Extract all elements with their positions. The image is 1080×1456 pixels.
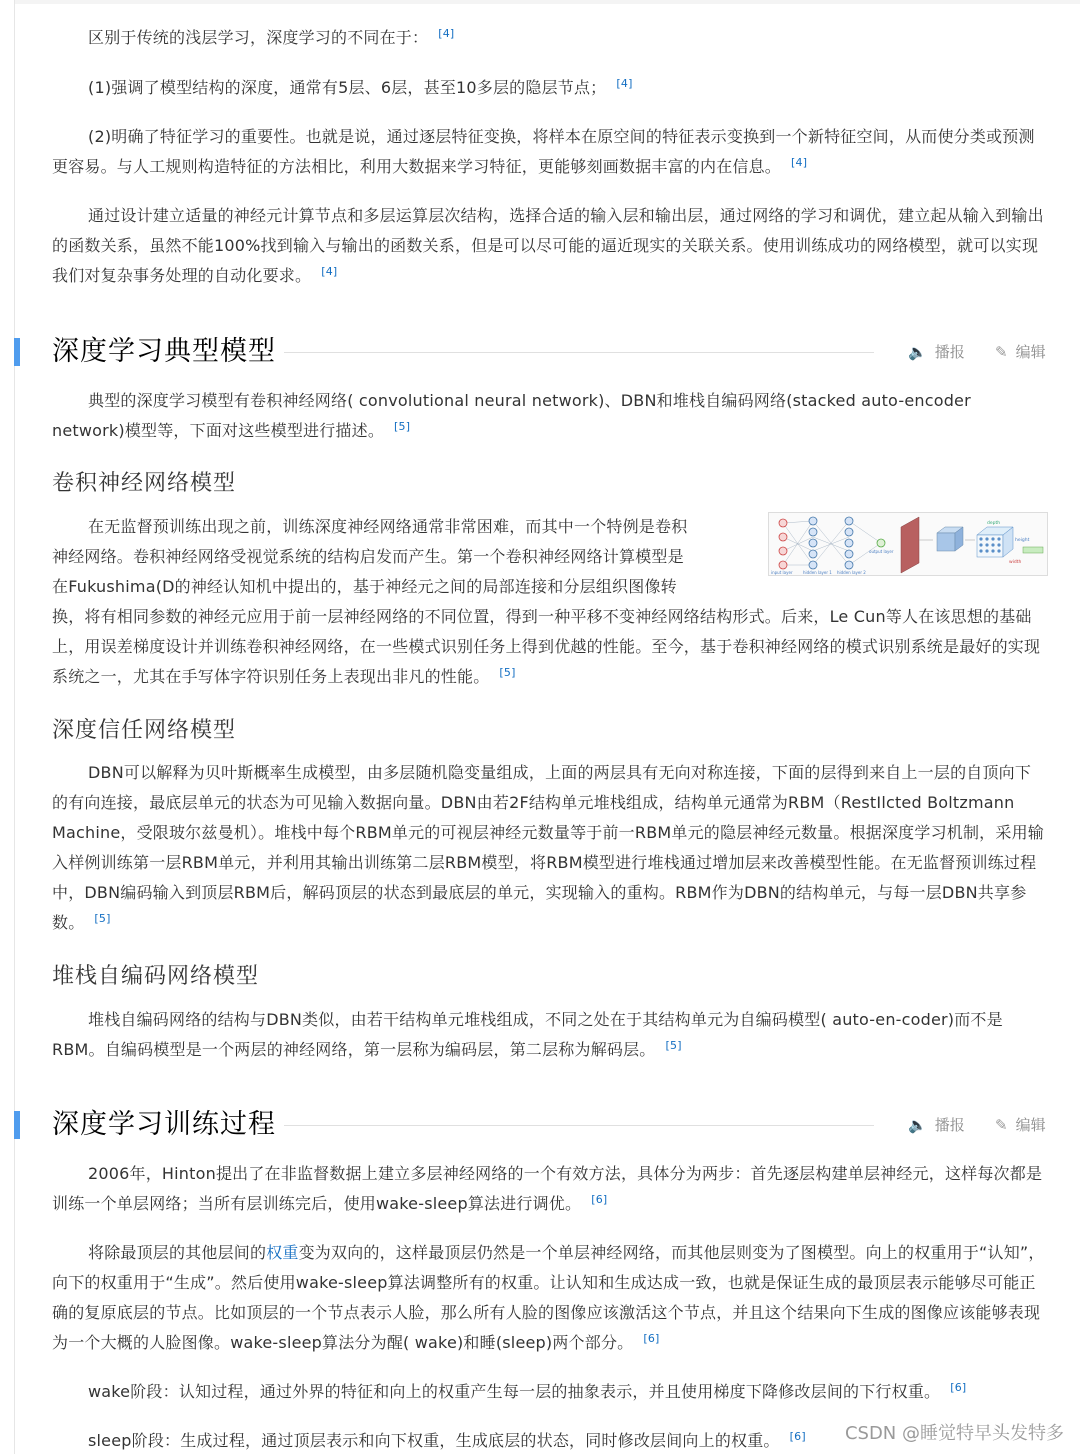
network-connections xyxy=(783,521,881,565)
models-intro-paragraph: 典型的深度学习模型有卷积神经网络( convolutional neural network)、DBN和堆栈自编码网络(stacked auto-encoder network)模型等，下面对这些模型进行描述。 [5] xyxy=(52,391,971,440)
label-depth: depth xyxy=(987,521,1001,526)
label-output-layer: output layer xyxy=(869,549,894,554)
citation-link[interactable]: [5] xyxy=(665,1039,682,1052)
label-input-layer: input layer xyxy=(771,570,793,575)
citation-link[interactable]: [5] xyxy=(499,666,516,679)
label-height: height xyxy=(1015,538,1030,543)
training-paragraph-sleep: sleep阶段：生成过程，通过顶层表示和向下权重，生成底层的状态，同时修改层间向上的权重。 [6] xyxy=(88,1430,806,1450)
training-paragraph-wake: wake阶段：认知过程，通过外界的特征和向上的权重产生每一层的抽象表示，并且使用梯度下降修改层间的下行权重。 [6] xyxy=(88,1381,967,1401)
weight-keyword-link[interactable]: 权重 xyxy=(266,1243,299,1262)
intro-paragraph-2: (1)强调了模型结构的深度，通常有5层、6层，甚至10多层的隐层节点； [4] xyxy=(88,77,633,97)
cnn-paragraph-line-1: 在无监督预训练出现之前，训练深度神经网络通常非常困难，而其中一个特例是卷积 xyxy=(88,517,688,536)
section-marker xyxy=(14,338,20,366)
citation-link[interactable]: [4] xyxy=(791,156,808,169)
edit-button[interactable]: ✎ 编辑 xyxy=(995,1116,1046,1134)
broadcast-button[interactable]: 🔈 播报 xyxy=(908,343,965,361)
intro-paragraph-3: (2)明确了特征学习的重要性。也就是说，通过逐层特征变换，将样本在原空间的特征表示变换到一个新特征空间，从而使分类或预测更容易。与人工规则构造特征的方法相比，利用大数据来学习特征，更能够刻画数据丰富的内在信息。 [4] xyxy=(52,127,1035,176)
cnn-diagram xyxy=(769,513,1047,575)
subsection-title-dbn: 深度信任网络模型 xyxy=(52,718,237,743)
section-header-models xyxy=(52,332,1046,372)
divider xyxy=(284,1125,874,1126)
cube-front xyxy=(937,533,955,551)
pencil-icon: ✎ xyxy=(995,1116,1008,1134)
cnn-figure-thumbnail[interactable] xyxy=(768,512,1048,576)
speaker-icon: 🔈 xyxy=(908,343,927,361)
training-paragraph-2: 将除最顶层的其他层间的权重变为双向的，这样最顶层仍然是一个单层神经网络，而其他层则变为了图模型。向上的权重用于“认知”，向下的权重用于“生成”。然后使用wake-sleep算法调整所有的权重。让认知和生成达成一致，也就是保证生成的最顶层表示能够尽可能正确的复原底层的节点。比如顶层的一个节点表示人脸，那么所有人脸的图像应该激活这个节点，并且这个结果向下生成的图像应该能够表现为一个大概的人脸图像。wake-sleep算法分为醒( wake)和睡(sleep)两个部分。 [6] xyxy=(52,1243,1045,1352)
cnn-paragraph-rest: 换，将有相同参数的神经元应用于前一层神经网络的不同位置，得到一种平移不变神经网络结构形式。后来，Le Cun等人在该思想的基础上，用误差梯度设计并训练卷积神经网络，在一些模式识别任务上得到优越的性能。至今，基于卷积神经网络的模式识别系统是最好的实现系统之一，尤其在手写体字符识别任务上表现出非凡的性能。 [5] xyxy=(52,607,1041,686)
citation-link[interactable]: [4] xyxy=(438,27,455,40)
speaker-icon: 🔈 xyxy=(908,1116,927,1134)
intro-paragraph-4: 通过设计建立适量的神经元计算节点和多层运算层次结构，选择合适的输入层和输出层，通过网络的学习和调优，建立起从输入到输出的函数关系，虽然不能100%找到输入与输出的函数关系，但是可以尽可能的逼近现实的关联关系。使用训练成功的网络模型，就可以实现我们对复杂事务处理的自动化要求。 [4] xyxy=(52,206,1044,285)
intro-paragraph-1: 区别于传统的浅层学习，深度学习的不同在于： [4] xyxy=(88,27,455,47)
subsection-title-sae: 堆栈自编码网络模型 xyxy=(52,964,260,989)
broadcast-button[interactable]: 🔈 播报 xyxy=(908,1116,965,1134)
label-width: width xyxy=(1009,560,1022,565)
divider xyxy=(284,352,874,353)
citation-link[interactable]: [4] xyxy=(616,77,633,90)
feature-volume xyxy=(977,527,1013,557)
input-layer-nodes xyxy=(779,519,787,569)
hidden-layer-2-nodes xyxy=(845,517,853,569)
left-rail xyxy=(0,0,15,1454)
citation-link[interactable]: [6] xyxy=(643,1332,660,1345)
cnn-paragraph-line-2: 神经网络。卷积神经网络受视觉系统的结构启发而产生。第一个卷积神经网络计算模型是 xyxy=(52,547,684,566)
citation-link[interactable]: [5] xyxy=(394,420,411,433)
citation-link[interactable]: [6] xyxy=(789,1430,806,1443)
dbn-paragraph: DBN可以解释为贝叶斯概率生成模型，由多层随机隐变量组成，上面的两层具有无向对称连接，下面的层得到来自上一层的自顶向下的有向连接，最底层单元的状态为可见输入数据向量。DBN由若2F结构单元堆栈组成，结构单元通常为RBM（RestIlcted Boltzmann Machine，受限玻尔兹曼机）。堆栈中每个RBM单元的可视层神经元数量等于前一RBM单元的隐层神经元数量。根据深度学习机制，采用输入样例训练第一层RBM单元，并利用其输出训练第二层RBM模型，将RBM模型进行堆栈通过增加层来改善模型性能。在无监督预训练过程中，DBN编码输入到顶层RBM后，解码顶层的状态到最底层的单元，实现输入的重构。RBM作为DBN的结构单元，与每一层DBN共享参数。 [5] xyxy=(52,763,1044,932)
training-paragraph-1: 2006年，Hinton提出了在非监督数据上建立多层神经网络的一个有效方法，具体分为两步：首先逐层构建单层神经元，这样每次都是训练一个单层网络；当所有层训练完后，使用wake-sleep算法进行调优。 [6] xyxy=(52,1164,1043,1213)
image-slab xyxy=(901,517,919,573)
section-title: 深度学习训练过程 xyxy=(52,1109,276,1140)
sae-paragraph: 堆栈自编码网络的结构与DBN类似，由若干结构单元堆栈组成，不同之处在于其结构单元为自编码模型( auto-en-coder)而不是RBM。自编码模型是一个两层的神经网络，第一层称为编码层，第二层称为解码层。 [5] xyxy=(52,1010,1003,1059)
section-header-training xyxy=(52,1105,1046,1145)
csdn-watermark: CSDN @睡觉特早头发特多 xyxy=(844,1423,1064,1444)
citation-link[interactable]: [6] xyxy=(950,1381,967,1394)
edit-button[interactable]: ✎ 编辑 xyxy=(995,343,1046,361)
label-hidden-layer-2: hidden layer 2 xyxy=(837,570,866,575)
output-node xyxy=(877,539,885,547)
section-marker xyxy=(14,1111,20,1139)
pencil-icon: ✎ xyxy=(995,343,1008,361)
output-vector xyxy=(1023,547,1043,553)
citation-link[interactable]: [5] xyxy=(94,912,111,925)
label-hidden-layer-1: hidden layer 1 xyxy=(803,570,832,575)
cnn-paragraph-line-3: 在Fukushima(D的神经认知机中提出的，基于神经元之间的局部连接和分层组织图像转 xyxy=(52,577,677,596)
top-border xyxy=(0,0,1080,4)
subsection-title-cnn: 卷积神经网络模型 xyxy=(52,471,237,496)
citation-link[interactable]: [4] xyxy=(321,265,338,278)
section-title: 深度学习典型模型 xyxy=(52,336,276,367)
citation-link[interactable]: [6] xyxy=(591,1193,608,1206)
